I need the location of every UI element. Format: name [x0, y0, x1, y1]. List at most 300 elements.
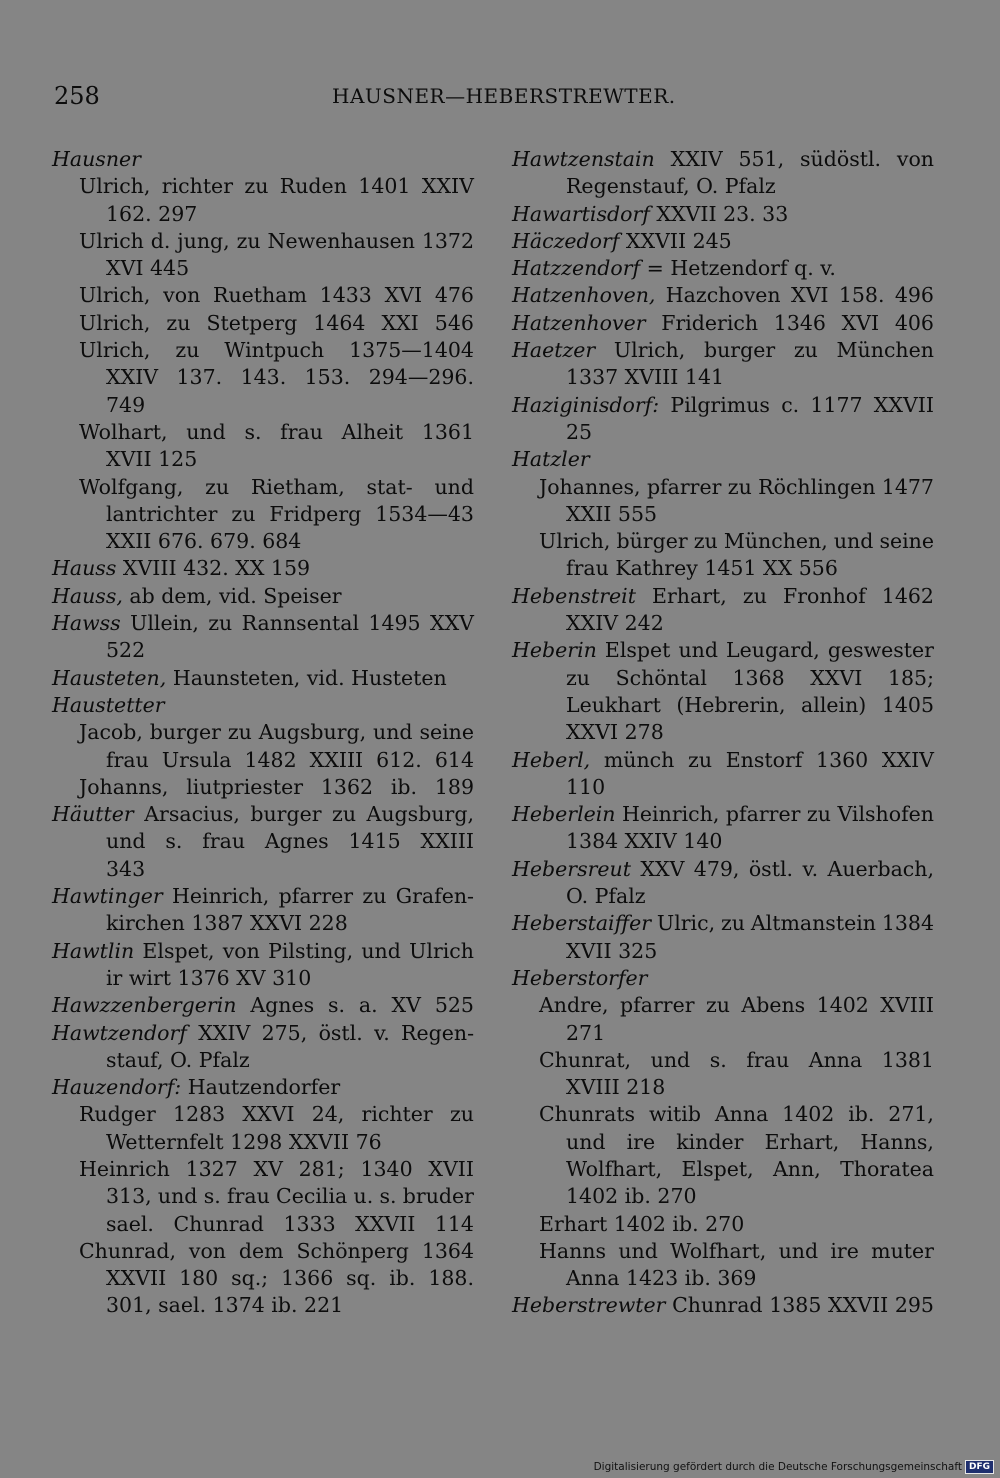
entry-word: (Hebrerin,: [676, 692, 786, 717]
footer-credit: Digitalisierung gefördert durch die Deutsche Forschungsgemeinschaft: [593, 1461, 962, 1473]
index-line: [512, 938, 934, 965]
entry-word: Ulrich,: [613, 338, 686, 363]
entry-word: Ruetham: [213, 283, 307, 308]
entry-word: Grafen-: [395, 884, 474, 909]
entry-word: Pilsting,: [268, 938, 354, 963]
entry-word: Johanns,: [79, 774, 169, 799]
entry-word: c.: [781, 392, 800, 417]
entry-text: 1384 XXIV 140: [566, 829, 723, 854]
entry-word: stat-: [366, 474, 413, 499]
entry-word: Heinrich,: [172, 884, 270, 909]
page-number: 258: [54, 82, 100, 110]
index-line: [52, 828, 474, 855]
entry-word: 24,: [311, 1102, 345, 1127]
index-line: [52, 446, 474, 473]
entry-word: lantrichter: [106, 501, 218, 526]
entry-word: frau: [746, 1047, 790, 1072]
index-line: [512, 310, 934, 337]
entry-word: 1402: [816, 993, 869, 1018]
entry-text: XXIV 242: [566, 611, 664, 636]
entry-word: Ulrich: [409, 938, 474, 963]
entry-word: frau: [280, 419, 323, 444]
entry-word: XXV: [429, 611, 474, 636]
entry-word: zu: [236, 228, 261, 253]
index-line: [512, 1183, 934, 1210]
entry-word: u.: [353, 1184, 374, 1209]
index-line: [52, 801, 474, 828]
entry-word: Rudger: [79, 1102, 156, 1127]
index-line: [52, 856, 474, 883]
entry-word: burger: [149, 720, 221, 745]
index-line: [52, 692, 474, 719]
headword: Hauss,: [52, 583, 123, 608]
entry-word: s.: [244, 419, 262, 444]
entry-text: XVIII 432. XX 159: [116, 556, 311, 581]
entry-word: 1405: [881, 692, 934, 717]
entry-word: richter: [361, 1102, 433, 1127]
entry-word: 1177: [810, 392, 863, 417]
entry-word: und: [833, 529, 874, 554]
headword: Hatzenhover: [512, 310, 646, 335]
entry-text: XVII 325: [566, 938, 658, 963]
index-line: [512, 910, 934, 937]
entry-text: 271: [566, 1020, 606, 1045]
entry-word: Vilshofen: [837, 802, 934, 827]
index-line: [512, 1292, 934, 1319]
entry-word: Ulrich: [79, 228, 144, 253]
entry-word: 185;: [887, 665, 934, 690]
headword: Hatzler: [512, 447, 590, 472]
index-line: [52, 1020, 474, 1047]
entry-text: frau Kathrey 1451 XX 556: [566, 556, 838, 581]
index-line: [52, 747, 474, 774]
index-line: [512, 665, 934, 692]
entry-word: zu: [332, 802, 357, 827]
index-line: [52, 719, 474, 746]
index-line: [512, 364, 934, 391]
index-line: [52, 1292, 474, 1319]
index-line: [52, 1101, 474, 1128]
entry-word: 546: [434, 310, 474, 335]
entry-word: 295: [894, 1293, 934, 1318]
index-line: [52, 364, 474, 391]
entry-word: 294—296.: [368, 365, 474, 390]
entry-word: XXIII: [420, 829, 474, 854]
entry-word: 476: [434, 283, 474, 308]
entry-word: ib.: [389, 1266, 416, 1291]
entry-word: 1283: [173, 1102, 226, 1127]
index-line: [52, 228, 474, 255]
index-line: [512, 474, 934, 501]
headword: Hawtzenstain: [512, 147, 655, 171]
entry-word: burger: [250, 802, 322, 827]
entry-word: München: [836, 338, 934, 363]
headword: Haetzer: [512, 338, 596, 363]
index-line: [512, 1047, 934, 1074]
index-line: [52, 1211, 474, 1238]
entry-word: zu: [175, 338, 200, 363]
entry-text: Erhart 1402 ib. 270: [539, 1211, 745, 1236]
index-line: [512, 1020, 934, 1047]
entry-word: 1364: [421, 1238, 474, 1263]
index-line: [52, 501, 474, 528]
entry-word: Elspet,: [681, 1156, 754, 1181]
entry-word: von: [222, 938, 260, 963]
entry-text: XVIII 218: [566, 1075, 666, 1100]
entry-word: südöstl.: [800, 147, 882, 171]
entry-word: 1495: [368, 611, 421, 636]
index-line: [512, 747, 934, 774]
entry-word: Ulrich,: [79, 174, 151, 199]
entry-word: und: [778, 1238, 819, 1263]
entry-text: XXII 555: [566, 501, 658, 526]
entry-text: Wetternfelt 1298 XXVII 76: [106, 1129, 382, 1154]
entry-word: burger: [703, 338, 776, 363]
entry-word: muter: [871, 1238, 934, 1263]
entry-text: XXII 676. 679. 684: [106, 529, 302, 554]
entry-text: XXVI 278: [566, 720, 664, 745]
entry-word: Chunrat,: [539, 1047, 632, 1072]
entry-word: s.: [165, 829, 183, 854]
entry-text: Hautzendorfer: [181, 1075, 341, 1100]
index-line: [512, 146, 934, 173]
headword: Hebenstreit: [512, 583, 636, 608]
entry-word: 180: [179, 1266, 219, 1291]
index-line: [512, 1101, 934, 1128]
headword: Haziginisdorf:: [512, 392, 660, 417]
entry-text: stauf, O. Pfalz: [106, 1047, 250, 1072]
entry-text: 110: [566, 774, 606, 799]
entry-word: sq.;: [231, 1266, 269, 1291]
entry-word: 313,: [106, 1184, 152, 1209]
index-line: [512, 965, 934, 992]
headword: Hawtzendorf: [52, 1020, 187, 1045]
entry-word: Enstorf: [725, 747, 803, 772]
entry-text: kirchen 1387 XXVI 228: [106, 911, 348, 936]
entry-word: witib: [648, 1102, 701, 1127]
entry-word: s.: [379, 1184, 397, 1209]
entry-text: Regenstauf, O. Pfalz: [566, 174, 776, 199]
index-line: [512, 774, 934, 801]
entry-word: pfarrer: [725, 802, 801, 827]
headword: Heberin: [512, 638, 597, 663]
entry-word: 158.: [838, 283, 885, 308]
entry-word: Leukhart: [566, 692, 661, 717]
index-line: [52, 1156, 474, 1183]
entry-word: 275,: [261, 1020, 308, 1045]
entry-text: Anna 1423 ib. 369: [566, 1266, 757, 1291]
headword: Hausner: [52, 147, 141, 171]
entry-word: Ruden: [279, 174, 347, 199]
entry-text: 1402 ib. 270: [566, 1184, 697, 1209]
entry-word: Abens: [741, 993, 806, 1018]
entry-word: 114: [434, 1211, 474, 1236]
entry-word: 1401: [358, 174, 411, 199]
headword: Hawtinger: [52, 884, 163, 909]
headword: Häutter: [52, 802, 134, 827]
entry-word: ire: [830, 1238, 859, 1263]
index-line: [512, 992, 934, 1019]
entry-word: Elspet: [604, 638, 671, 663]
entry-word: XXVII: [827, 1293, 889, 1318]
entry-word: 1384: [881, 911, 934, 936]
entry-word: von: [896, 147, 934, 171]
entry-word: 1433: [319, 283, 372, 308]
entry-word: zu: [205, 474, 230, 499]
right-column: [512, 146, 934, 1320]
entry-word: Ulrich,: [79, 283, 151, 308]
entry-text: XVI 445: [106, 256, 190, 281]
entry-word: Fridperg: [269, 501, 362, 526]
entry-word: pfarrer: [646, 474, 722, 499]
entry-word: 1462: [881, 583, 934, 608]
index-line: [52, 528, 474, 555]
index-line: [512, 201, 934, 228]
entry-word: s.: [203, 1184, 221, 1209]
entry-text: ir wirt 1376 XV 310: [106, 965, 312, 990]
index-line: [512, 1129, 934, 1156]
entry-word: Ulrich,: [539, 529, 611, 554]
headword: Hatzzendorf: [512, 256, 641, 281]
entry-word: 1464: [313, 310, 366, 335]
running-head: HAUSNER—HEBERSTREWTER.: [332, 84, 676, 108]
headword: Heberstrewter: [512, 1293, 666, 1318]
index-line: [52, 173, 474, 200]
index-line: [52, 201, 474, 228]
index-line: [512, 528, 934, 555]
entry-word: Leugard,: [726, 638, 820, 663]
index-line: [52, 310, 474, 337]
index-line: [512, 637, 934, 664]
index-line: [512, 282, 934, 309]
entry-word: v.: [802, 856, 819, 881]
entry-word: und: [186, 419, 226, 444]
entry-word: s.: [709, 1047, 727, 1072]
index-line: [512, 692, 934, 719]
index-line: [52, 992, 474, 1019]
entry-word: Altmanstein: [750, 911, 876, 936]
index-line: [512, 1156, 934, 1183]
entry-word: Regen-: [401, 1020, 474, 1045]
entry-word: 143.: [240, 365, 287, 390]
index-line: [512, 255, 934, 282]
entry-word: münch: [603, 747, 675, 772]
entry-word: und: [678, 638, 718, 663]
entry-word: Chunrad: [672, 1293, 763, 1318]
index-line: [52, 1047, 474, 1074]
entry-word: Erhart,: [652, 583, 727, 608]
entry-word: Chunrad,: [79, 1238, 176, 1263]
index-line: [512, 610, 934, 637]
entry-word: Chunrad: [173, 1211, 264, 1236]
index-line: [512, 719, 934, 746]
index-line: [52, 1238, 474, 1265]
entry-word: Wolfhart,: [566, 1156, 663, 1181]
index-line: [512, 501, 934, 528]
entry-word: und: [566, 1129, 606, 1154]
entry-word: Ursula: [161, 747, 232, 772]
headword: Heberstorfer: [512, 965, 648, 990]
entry-word: zu: [166, 310, 191, 335]
entry-word: Agnes: [264, 829, 329, 854]
entry-word: Pilgrimus: [670, 392, 770, 417]
entry-text: Haunsteten, vid. Husteten: [166, 665, 447, 690]
index-line: [512, 555, 934, 582]
entry-word: Chunrats: [539, 1102, 636, 1127]
headword: Hawartisdorf: [512, 201, 650, 226]
entry-word: Schönperg: [296, 1238, 409, 1263]
entry-word: XVI: [841, 310, 880, 335]
entry-word: richter: [161, 174, 233, 199]
entry-word: XXVI: [242, 1102, 295, 1127]
index-line: [512, 883, 934, 910]
entry-word: zu: [227, 720, 252, 745]
entry-word: Anna: [808, 1047, 863, 1072]
headword: Heberstaiffer: [512, 911, 652, 936]
entry-word: seine: [419, 720, 474, 745]
entry-word: und: [373, 720, 413, 745]
entry-word: zu: [566, 665, 591, 690]
index-line: [52, 774, 474, 801]
entry-word: 1372: [421, 228, 474, 253]
entry-word: kinder: [676, 1129, 744, 1154]
entry-word: von: [188, 1238, 226, 1263]
entry-text: XVII 125: [106, 447, 198, 472]
entry-text: XXVII 23. 33: [649, 201, 789, 226]
entry-word: östl.: [318, 1020, 363, 1045]
entry-word: 406: [894, 310, 934, 335]
entry-word: liutpriester: [186, 774, 304, 799]
index-line: [512, 828, 934, 855]
entry-word: 551,: [738, 147, 785, 171]
entry-word: XVIII: [880, 993, 934, 1018]
headword: Hawss: [52, 611, 121, 636]
entry-word: seine: [879, 529, 934, 554]
index-line: [52, 665, 474, 692]
headword: Hauss: [52, 556, 117, 581]
dfg-logo: DFG: [965, 1460, 994, 1474]
entry-word: 1333: [283, 1211, 336, 1236]
entry-word: von: [163, 283, 201, 308]
entry-word: zu: [742, 583, 767, 608]
entry-text: = Hetzendorf q. v.: [640, 256, 836, 281]
entry-word: 281;: [298, 1156, 345, 1181]
entry-word: Augsburg,: [366, 802, 474, 827]
index-line: [52, 337, 474, 364]
left-column: [52, 146, 474, 1320]
entry-word: Ulrich,: [79, 338, 151, 363]
index-line: [52, 965, 474, 992]
headword: Hawtlin: [52, 938, 135, 963]
entry-word: Fronhof: [783, 583, 866, 608]
entry-word: Johannes,: [539, 474, 641, 499]
entry-word: Stetperg: [206, 310, 298, 335]
entry-word: Wolhart,: [79, 419, 168, 444]
index-line: [52, 637, 474, 664]
entry-text: 343: [106, 856, 146, 881]
index-line: [52, 1183, 474, 1210]
entry-word: XXIV: [670, 147, 723, 171]
entry-word: XXIV: [421, 174, 474, 199]
entry-word: XVI: [790, 283, 829, 308]
entry-word: Ann,: [773, 1156, 821, 1181]
entry-word: allein): [801, 692, 867, 717]
entry-word: XXIV: [881, 747, 934, 772]
entry-word: Schöntal: [615, 665, 707, 690]
entry-word: 1366: [281, 1266, 334, 1291]
entry-word: zu: [720, 911, 745, 936]
headword: Hauzendorf:: [52, 1075, 182, 1100]
index-line: [512, 801, 934, 828]
entry-word: Jacob,: [79, 720, 143, 745]
entry-word: a.: [358, 993, 378, 1018]
index-line: [512, 583, 934, 610]
entry-word: und: [361, 938, 401, 963]
entry-word: Alheit: [341, 419, 404, 444]
entry-text: O. Pfalz: [566, 884, 646, 909]
entry-text: 749: [106, 392, 146, 417]
entry-word: Newenhausen: [267, 228, 415, 253]
entry-text: 522: [106, 638, 146, 663]
index-line: [52, 1129, 474, 1156]
entry-word: 1534—43: [375, 501, 474, 526]
index-line: [52, 392, 474, 419]
index-line: [52, 910, 474, 937]
entry-word: Auerbach,: [827, 856, 934, 881]
entry-text: XXVII 245: [619, 228, 732, 253]
headword: Hebersreut: [512, 856, 631, 881]
entry-word: XXIV: [106, 365, 159, 390]
entry-word: Wintpuch: [224, 338, 325, 363]
entry-word: Ulrich,: [79, 310, 151, 335]
index-line: [52, 938, 474, 965]
index-line: [512, 419, 934, 446]
entry-word: 496: [894, 283, 934, 308]
entry-word: zu: [727, 474, 752, 499]
entry-word: Anna: [714, 1102, 769, 1127]
entry-word: 614: [434, 747, 474, 772]
entry-word: Thoratea: [840, 1156, 934, 1181]
entry-word: 1482: [244, 747, 297, 772]
headword: Hausteten,: [52, 665, 167, 690]
entry-word: XXVII: [106, 1266, 167, 1291]
entry-word: ib.: [390, 774, 418, 799]
entry-word: und: [618, 1238, 658, 1263]
index-line: [52, 555, 474, 582]
entry-text: 162. 297: [106, 201, 198, 226]
headword: Heberlein: [512, 802, 616, 827]
entry-word: Agnes: [250, 993, 315, 1018]
entry-word: ire: [626, 1129, 656, 1154]
entry-word: XXVI: [810, 665, 863, 690]
entry-word: zu: [705, 993, 730, 1018]
entry-word: Rietham,: [250, 474, 345, 499]
entry-word: Hanns: [539, 1238, 607, 1263]
entry-word: 1368: [732, 665, 785, 690]
entry-word: 188.: [428, 1266, 474, 1291]
entry-word: XXVII: [355, 1211, 416, 1236]
index-line: [52, 146, 474, 173]
entry-word: zu: [449, 1102, 474, 1127]
index-line: [512, 856, 934, 883]
entry-word: 525: [434, 993, 474, 1018]
entry-word: 1415: [348, 829, 401, 854]
entry-word: Augsburg,: [258, 720, 367, 745]
headword: Haustetter: [52, 692, 165, 717]
entry-word: zu: [793, 338, 818, 363]
entry-word: zu: [231, 501, 256, 526]
index-line: [512, 1265, 934, 1292]
